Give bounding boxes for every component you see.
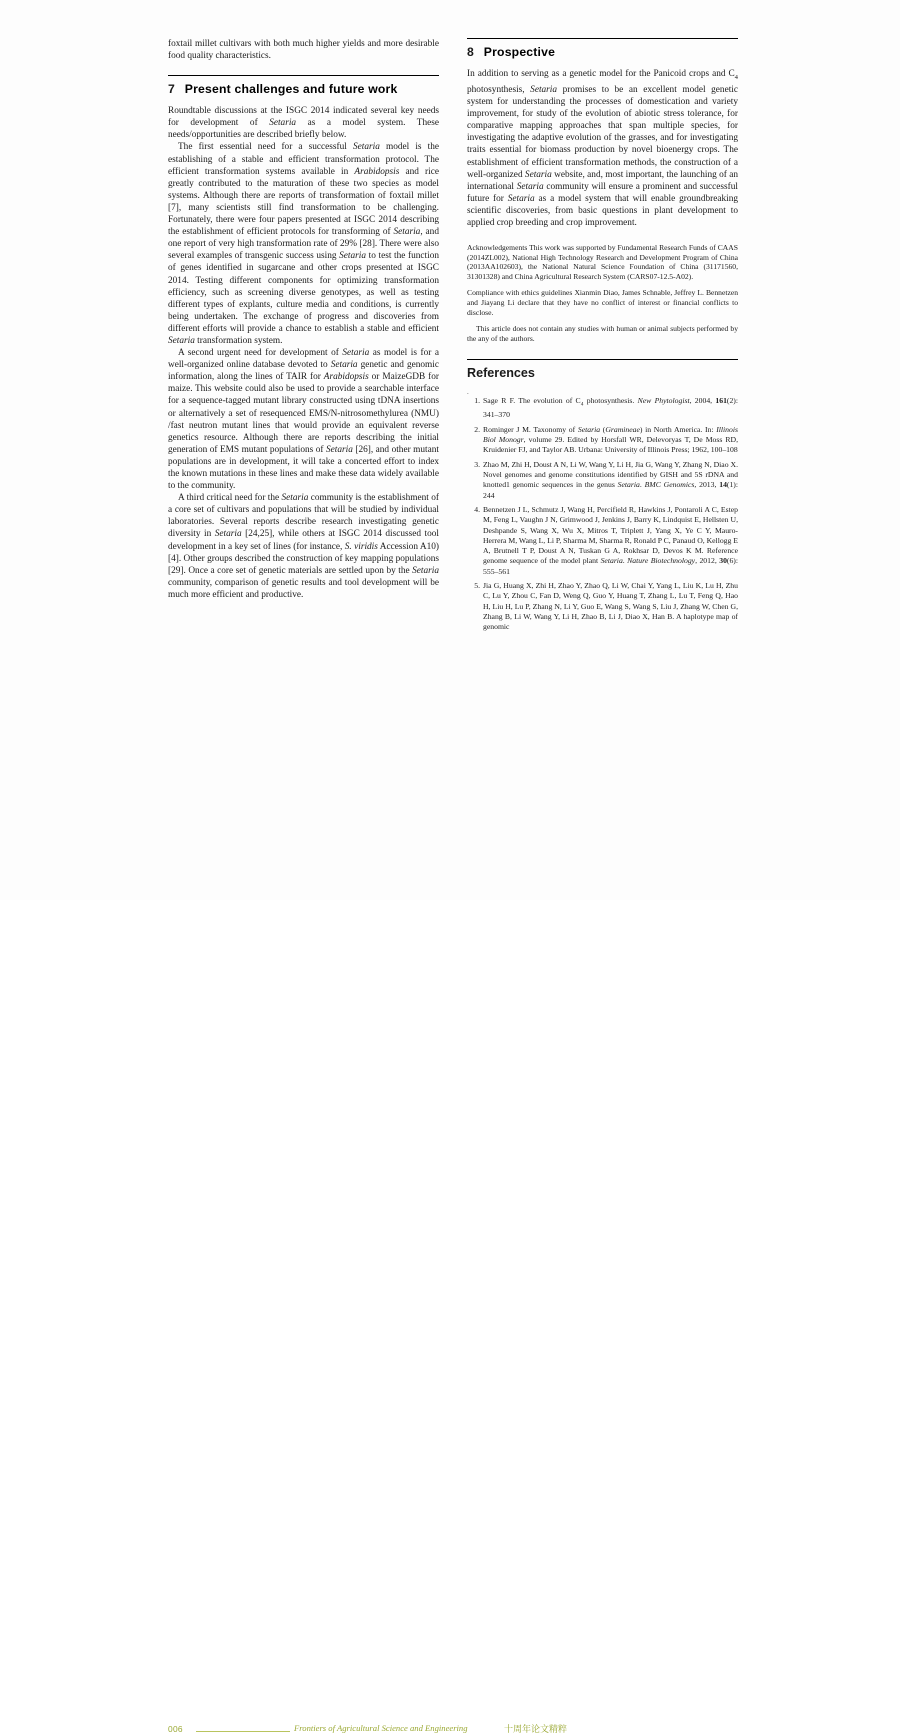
acknowledgements-paragraph: Acknowledgements This work was supported by Fundamental Research Funds of CAAS (2014ZL002), National High Technology Research and Development Program of China (2013AA102603), the National Natural Science Foundation of China (31171560, 31301328) and China Agricultural Research System (CARS07-12.5-A02). (467, 243, 738, 281)
compliance-paragraph: Compliance with ethics guidelines Xianmin Diao, James Schnable, Jeffrey L. Bennetzen and Jiayang Li declare that they have no conflict of interest or financial conflicts to disclose. (467, 288, 738, 317)
section-7-paragraph-4: A third critical need for the Setaria community is the establishment of a core set of cultivars and populations that will be studied by individual laboratories. Several reports describe research investigating genetic diversity in Setaria [24,25], while others at ISGC 2014 discussed tool development in a key set of lines (for instance, S. viridis Accession A10) [4]. Other groups described the construction of key mapping populations [29]. Once a core set of genetic materials are settled upon by the Setaria community, comparison of genetic results and tool development will be much more efficient and productive. (168, 493, 439, 600)
page-number: 006 (168, 1724, 183, 1734)
references-heading: References (467, 366, 535, 381)
journal-title-footer: Frontiers of Agricultural Science and Engineering (294, 1723, 468, 1733)
back-matter (467, 243, 738, 343)
section-7-title: Present challenges and future work (184, 82, 398, 97)
reference-list (467, 396, 738, 632)
reference-item: Bennetzen J L, Schmutz J, Wang H, Percifield R, Hawkins J, Pontaroli A C, Estep M, Feng L, Vaughn J N, Grimwood J, Jenkins J, Barry K, Lindquist E, Hellsten U, Deshpande S, Wang X, Wu X, Mitros T, Triplett J, Yang X, Ye C Y, Mauro-Herrera M, Wang L, Li P, Sharma M, Sharma R, Ronald P C, Panaud O, Kellogg E A, Brutnell T P, Doust A N, Tuskan G A, Rokhsar D, Devos K M. Reference genome sequence of the model plant Setaria. Nature Biotechnology, 2012, 30(6): 555–561 (483, 505, 739, 576)
reference-list-marker: . (467, 388, 469, 397)
section-heading-8 (467, 38, 738, 59)
section-heading-7 (168, 75, 439, 96)
continuation-paragraph: foxtail millet cultivars with both much higher yields and more desirable food quality characteristics. (168, 39, 439, 62)
section-8-paragraph: In addition to serving as a genetic model for the Panicoid crops and $C_4$ photosynthesis, Setaria promises to be an excellent model genetic system for understanding the processes of domestication and variety improvement, for study of the evolution of abiotic stress tolerance, for comparative mapping approaches that span multiple species, for investigating the adaptive evolution of the grasses, and for investigating traits essential for biomass production by novel bioenergy crops. The establishment of efficient transformation methods, the construction of a well-organized Setaria website, and, most important, the launching of an international Setaria community will ensure a prominent and successful future for Setaria as a model system that will enable groundbreaking scientific discoveries, from basic questions in plant development to applied crop breeding and crop improvement. (467, 69, 738, 228)
reference-item: Sage R F. The evolution of $C_4$ photosynthesis. New Phytologist, 2004, 161(2): 341–370 (483, 396, 739, 420)
section-7-number: 7 (168, 82, 175, 97)
reference-item: Jia G, Huang X, Zhi H, Zhao Y, Zhao Q, Li W, Chai Y, Yang L, Liu K, Lu H, Zhu C, Lu Y, Zhou C, Fan D, Weng Q, Guo Y, Huang T, Zhang L, Lu T, Feng Q, Hao H, Liu H, Lu P, Zhang N, Li Y, Guo E, Wang S, Wang S, Liu J, Zhang W, Chen G, Zhang B, Li W, Wang Y, Li H, Zhao B, Li J, Diao X, Han B. A haplotype map of genomic (483, 581, 738, 632)
section-8-number: 8 (467, 45, 474, 59)
two-column-body (168, 38, 738, 843)
anniversary-footer: 十周年论文精粹 (504, 1724, 568, 1734)
section-8-title: Prospective (483, 45, 556, 59)
footer-rule (196, 1731, 290, 1732)
section-7-paragraph-2: The first essential need for a successful Setaria model is the establishing of a stable and efficient transformation protocol. The efficient transformation systems available in Arabidopsis and rice greatly contributed to the maturation of these two species as model systems. Although there are reports of transformation of foxtail millet [7], many scientists still find transformation to be challenging. Fortunately, there were four papers presented at ISGC 2014 describing the establishment of efficient protocols for transforming of Setaria, and one report of very high transformation rate of 29% [28]. There were also several examples of transgenic success using Setaria to test the function of genes identified in sugarcane and other crops presented at ISGC 2014. Testing different components for optimizing transformation efficiency, such as screening diverse genotypes, as well as testing different types of explants, culture media and conditions, is currently being undertaken. The exchange of progress and discoveries from different efforts will provide a chance to establish a stable and efficient Setaria transformation system. (168, 142, 439, 346)
reference-item: Zhao M, Zhi H, Doust A N, Li W, Wang Y, Li H, Jia G, Wang Y, Zhang N, Diao X. Novel genomes and genome constitutions identified by GISH and 5S rDNA and knotted1 genomic sequences in the genus Setaria. BMC Genomics, 2013, 14(1): 244 (483, 459, 739, 500)
reference-item: Rominger J M. Taxonomy of Setaria (Gramineae) in North America. In: Illinois Biol Monogr, volume 29. Edited by Horsfall WR, Delevoryas T, De Moss RD, Kruidenier FJ, and Taylor AB. Urbana: University of Illinois Press; 1962, 100–108 (483, 424, 739, 455)
section-7-paragraph-1: Roundtable discussions at the ISGC 2014 indicated several key needs for development of Setaria as a model system. These needs/opportunities are described briefly below. (168, 106, 439, 141)
compliance-paragraph-2: This article does not contain any studies with human or animal subjects performed by the any of the authors. (467, 324, 738, 343)
left-column (168, 38, 439, 843)
references-heading-wrap (467, 359, 738, 380)
right-column (467, 38, 738, 843)
page-footer (0, 860, 900, 1734)
section-7-paragraph-3: A second urgent need for development of Setaria as model is for a well-organized online database devoted to Setaria genetic and genomic information, along the lines of TAIR for Arabidopsis or MaizeGDB for maize. This website could also be used to provide a searchable interface for a sequence-tagged mutant library constructed using tDNA insertions or alternatively a set of resequenced EMS/N-nitrosomethylurea (NMU) /fast neutron mutant lines that would provide an equivalent reverse genetics resource. Although there are reports describing the initial generation of EMS mutant populations of Setaria [26], and other mutant populations are in development, it will take a concerted effort to index the known mutations in these lines and make these data widely available to the community. (168, 348, 439, 492)
